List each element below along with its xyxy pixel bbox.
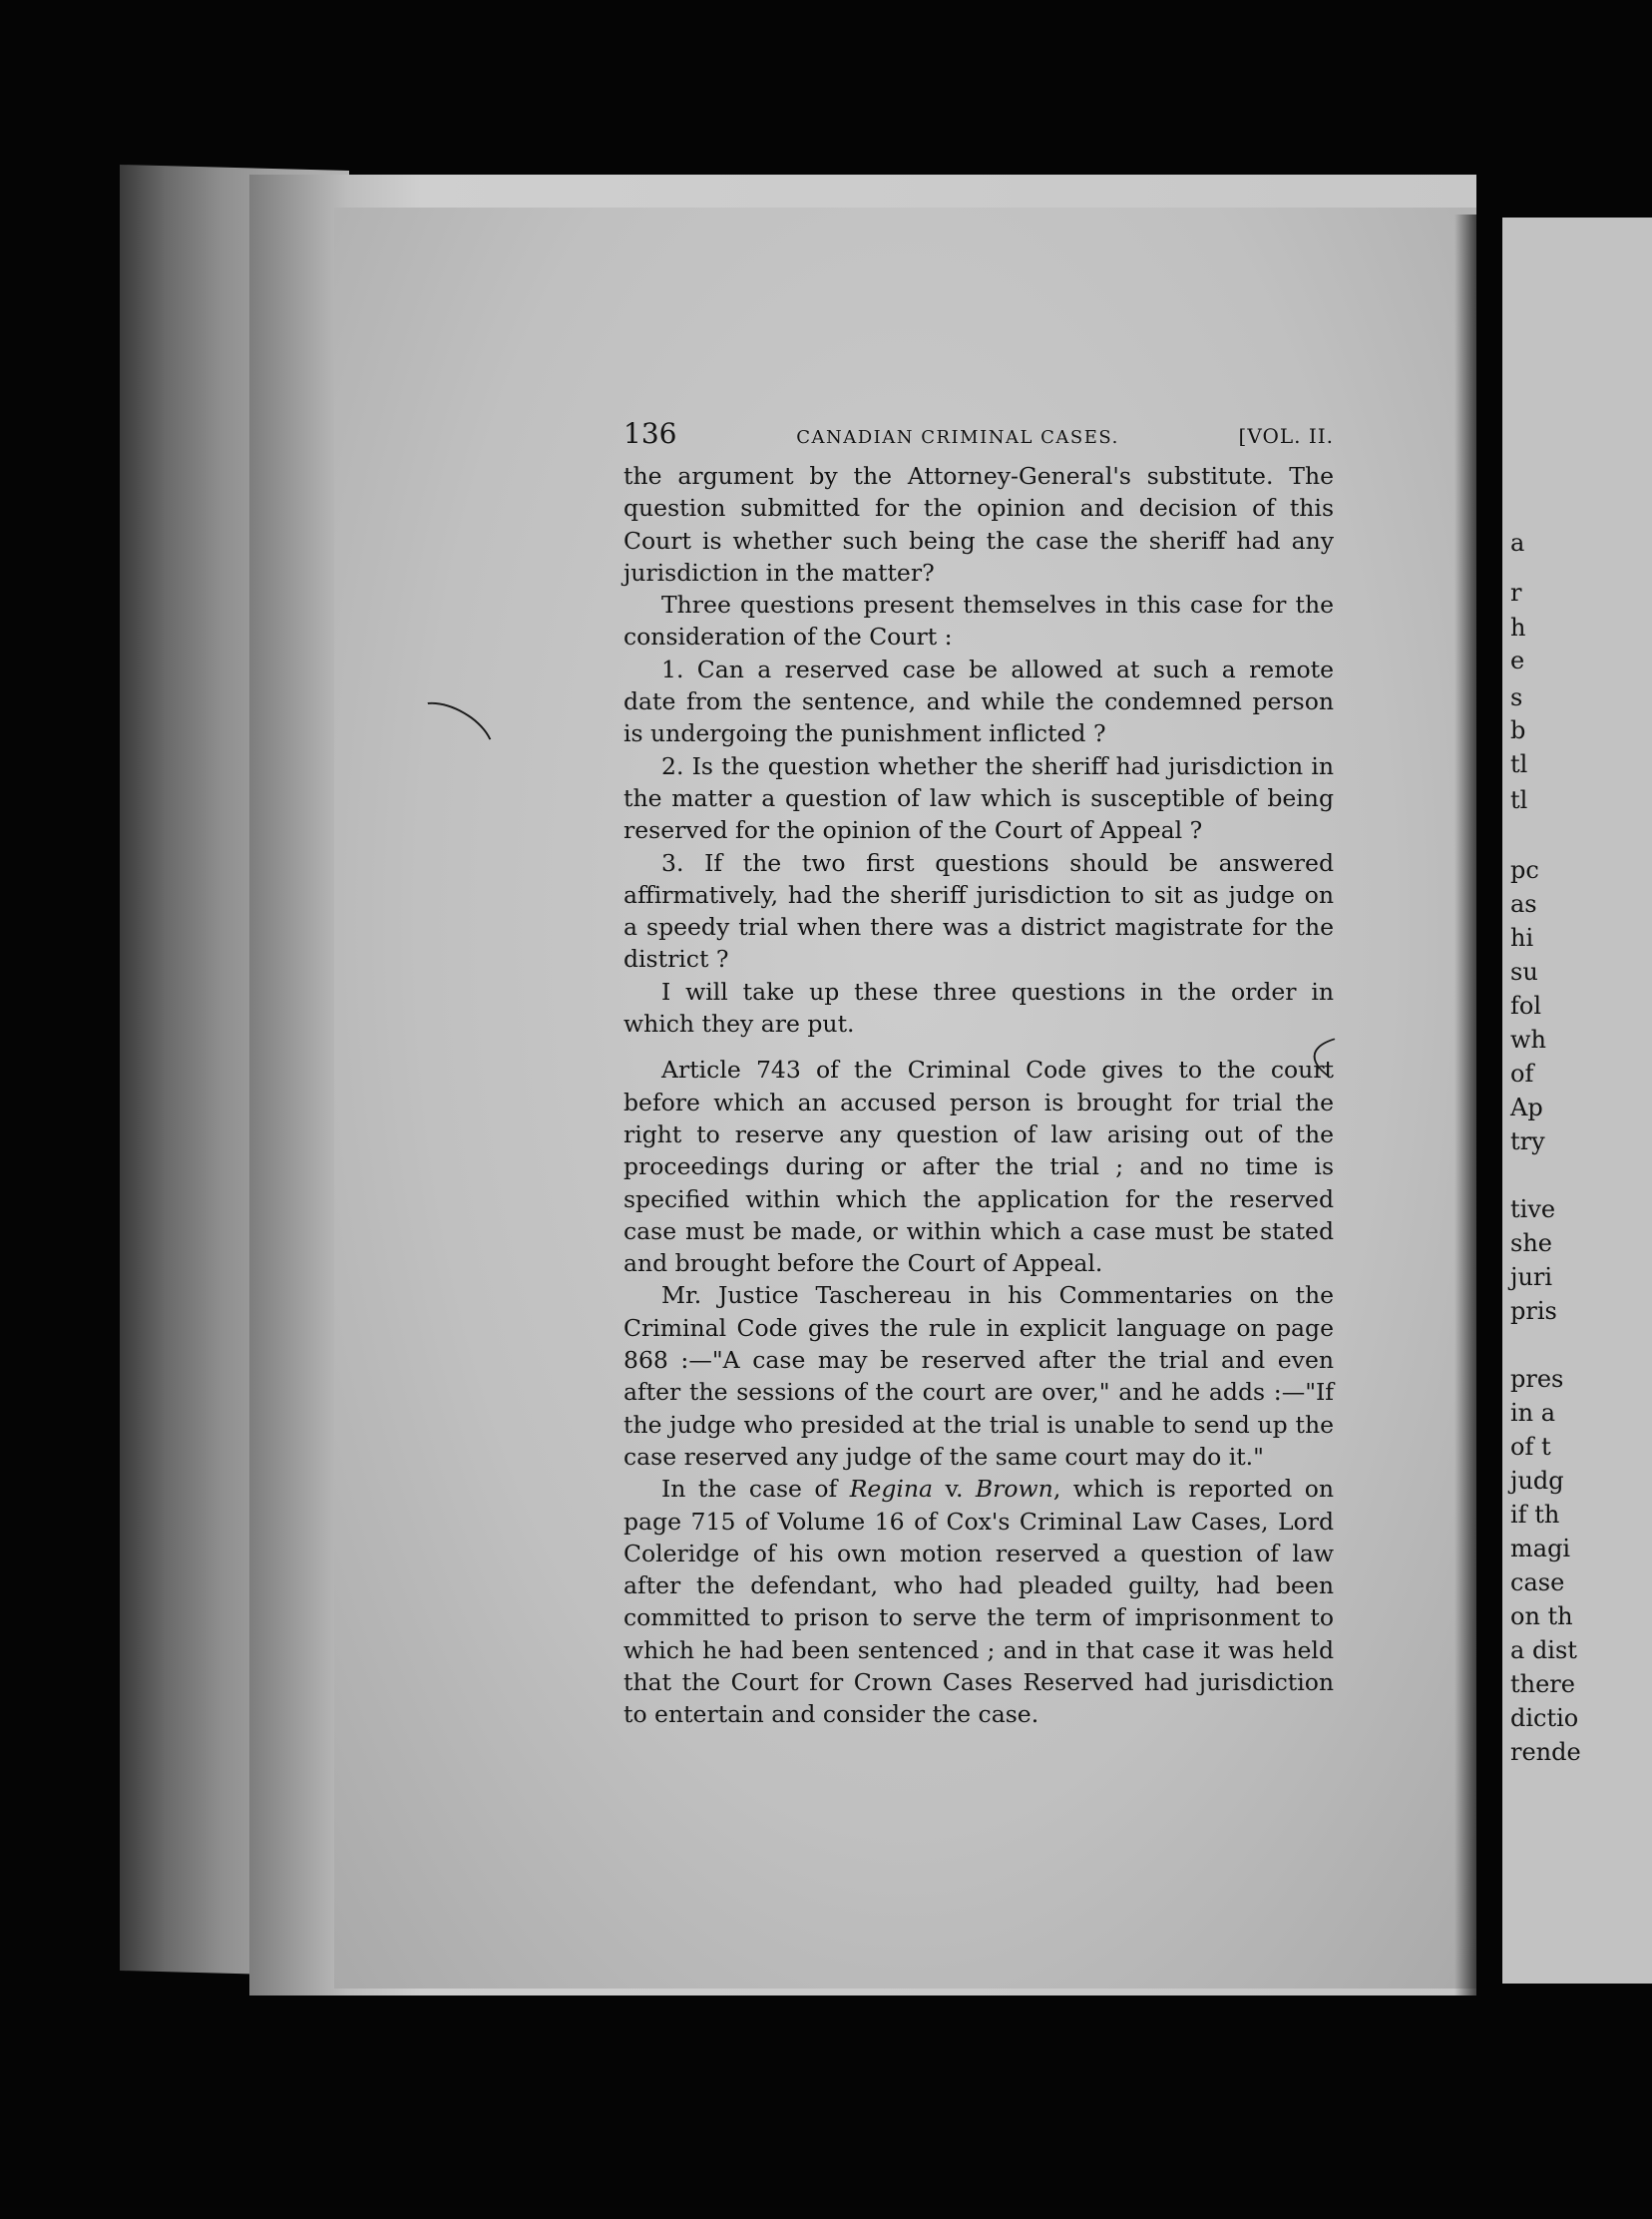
right-page-fragment: judg: [1510, 1467, 1564, 1495]
right-page-fragment: pris: [1510, 1297, 1557, 1325]
right-page-fragment: rende: [1510, 1738, 1581, 1766]
paragraph: the argument by the Attorney-General's substitute. The question submitted for the opinion and decision of this Court is whether such being the case the sheriff had any jurisdiction in the matter?: [623, 462, 1334, 587]
text-run: In the case of: [661, 1475, 850, 1504]
right-page-fragment: tl: [1510, 750, 1528, 778]
right-page-fragment: she: [1510, 1229, 1552, 1257]
running-header: [623, 417, 1334, 450]
right-page-fragment: s: [1510, 683, 1523, 711]
text-run: v.: [933, 1475, 976, 1504]
right-page-fragment: try: [1510, 1127, 1545, 1155]
right-page-fragment: b: [1510, 716, 1526, 744]
text-run: , which is reported on page 715 of Volume 16 of Cox's Criminal Law Cases, Lord Coleridge of his own motion reserved a question of law after the defendant, who had pleaded guilty, had been committed to prison to serve the term of imprisonment to which he had been sentenced ; and in that case it was held that the Court for Crown Cases Reserved had jurisdiction to entertain and consider the case.: [623, 1475, 1334, 1729]
right-page-fragment: case: [1510, 1568, 1565, 1596]
paragraph: Mr. Justice Taschereau in his Commentaries on the Criminal Code gives the rule in explicit language on page 868 :—"A case may be reserved after the trial and even after the sessions of the court are over," and he adds :—"If the judge who presided at the trial is unable to send up the case reserved any judge of the same court may do it.": [623, 1281, 1334, 1471]
right-page-fragment: if th: [1510, 1501, 1560, 1529]
paragraph: [623, 1473, 1334, 1730]
volume-label: [VOL. II.: [1238, 424, 1334, 448]
right-page-fragment: magi: [1510, 1535, 1571, 1562]
paragraph: 3. If the two first questions should be answered affirmatively, had the sheriff jurisdiction to sit as judge on a speedy trial when there was a district magistrate for the district ?: [623, 848, 1334, 974]
right-page-fragment: Ap: [1510, 1094, 1543, 1121]
right-page-fragment: on th: [1510, 1602, 1573, 1630]
paragraph: Article 743 of the Criminal Code gives to the court before which an accused person is brought for trial the right to reserve any question of law arising out of the proceedings during or after the trial ; and no time is specified within which the application for the reserved case must be made, or within which a case must be stated and brought before the Court of Appeal.: [623, 1056, 1334, 1278]
right-page-fragment: su: [1510, 958, 1538, 986]
page-number: 136: [623, 417, 677, 450]
case-name: Brown: [975, 1475, 1053, 1504]
right-page-fragment: in a: [1510, 1399, 1556, 1427]
right-page-fragment: wh: [1510, 1026, 1546, 1054]
paragraph: I will take up these three questions in the order in which they are put.: [623, 977, 1334, 1039]
paragraph: Three questions present themselves in this case for the consideration of the Court :: [623, 591, 1334, 652]
paragraph: 2. Is the question whether the sheriff had jurisdiction in the matter a question of law which is susceptible of being reserved for the opinion of the Court of Appeal ?: [623, 751, 1334, 845]
right-page-fragment: h: [1510, 614, 1526, 642]
right-page-fragment: r: [1510, 579, 1522, 607]
right-page-fragment: pres: [1510, 1365, 1564, 1393]
right-page-fragment: a dist: [1510, 1636, 1577, 1664]
right-page-fragment: pc: [1510, 856, 1539, 884]
case-name: Regina: [849, 1475, 934, 1504]
right-page-fragment: tl: [1510, 786, 1528, 814]
right-page-fragment: of t: [1510, 1433, 1551, 1461]
running-title: CANADIAN CRIMINAL CASES.: [796, 427, 1119, 448]
right-page-fragment: fol: [1510, 992, 1542, 1020]
right-page-fragment: hi: [1510, 924, 1534, 952]
right-page-fragment: there: [1510, 1670, 1575, 1698]
right-page-fragment: e: [1510, 647, 1525, 674]
right-page-fragment: tive: [1510, 1195, 1556, 1223]
right-page-fragment: of: [1510, 1060, 1534, 1088]
right-page-fragment: a: [1510, 529, 1525, 557]
paragraph: 1. Can a reserved case be allowed at such a remote date from the sentence, and while the condemned person is undergoing the punishment inflicted ?: [623, 655, 1334, 748]
right-page-fragment: dictio: [1510, 1704, 1579, 1732]
page-text: [623, 417, 1334, 1731]
right-page-fragment: juri: [1510, 1263, 1553, 1291]
right-page-fragment: as: [1510, 890, 1537, 918]
